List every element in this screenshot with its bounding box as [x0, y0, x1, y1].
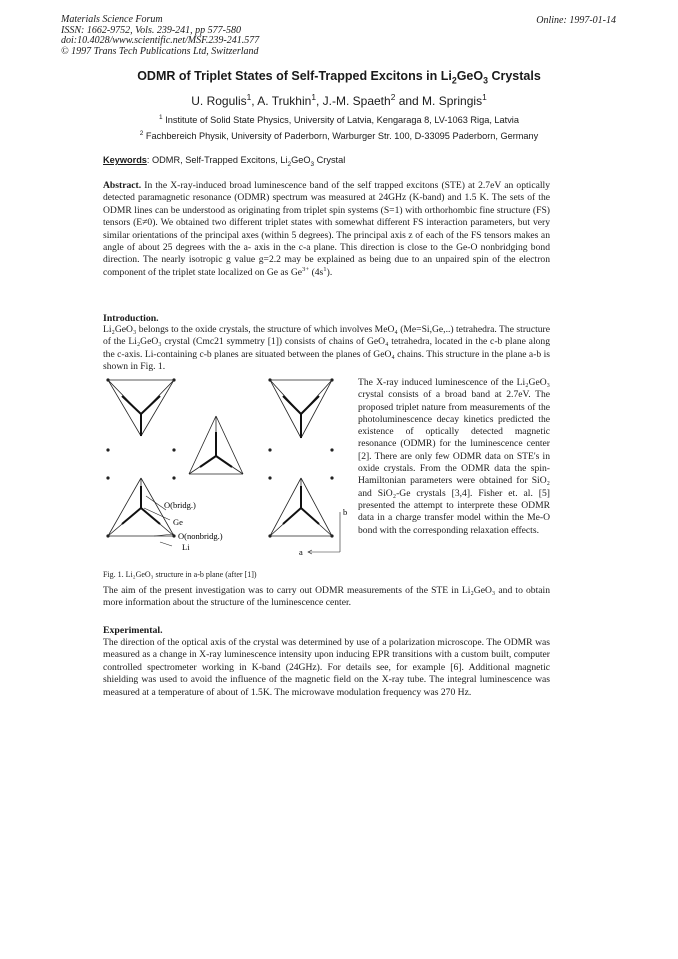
affiliation-1: $^1$ Institute of Solid State Physics, University of Latvia, Kengaraga 8, LV-1063 Riga, Latvia [159, 113, 519, 125]
label-obridg: O(bridg.) [164, 500, 196, 510]
keywords: Keywords: ODMR, Self-Trapped Excitons, $Li_2GeO_3$ Crystal [103, 155, 346, 168]
author-list: U. Rogulis$^1$, A. Trukhin$^1$, J.-M. Spaeth$^2$ and M. Springis$^1$ [191, 92, 487, 108]
journal-header [61, 15, 259, 57]
journal-name: Materials Science Forum [61, 14, 163, 25]
axis-b-label: b [343, 507, 348, 517]
introduction-right-column: The X-ray induced luminescence of the Li₂GeO₃ crystal consists of a broad band at 2.7eV. The proposed triplet nature from measurements of the photoluminescence decay kinetics predicted the existence of optically detected magnetic resonance (ODMR) for the luminescence center [2]. There are only few ODMR data on STE's in oxide crystals. From the ODMR data the spin-Hamiltonian parameters were obtained for SiO₂ and SiO₂-Ge crystals [3,4]. Fisher et. al. [5] presented the attempt to interprete these ODMR data in a charge transfer model within the Me-O bond with the corresponding relaxation effects. [358, 377, 550, 536]
experimental-paragraph: The direction of the optical axis of the crystal was determined by use of a polarization microscope. The ODMR was measured as a change in X-ray luminescence intensity upon inducing EPR transitions with a custom built, computer controlled spectrometer working in K-band (24GHz). For details see, for example [6]. Additional magnetic shielding was used to avoid the influence of the magnetic field on the X-ray tube. The integral luminescence was measured at a temperature of about of 1.5K. The microwave modulation frequency was 270 Hz. [103, 637, 550, 698]
issn-line: ISSN: 1662-9752, Vols. 239-241, pp 577-580 [61, 24, 241, 36]
introduction-paragraph: Li₂GeO₃ belongs to the oxide crystals, the structure of which involves MeO₄ (Me=Si,Ge,..) tetrahedra. The structure of the Li₂GeO₃ crystal (Cmc21 symmetry [1]) consists of chains of GeO₄ tetrahedra, located in the c-b plane along the c-axis. Li-containing c-b planes are situated between the planes of GeO₄ chains. This structure in the plane a-b is shown in Fig. 1. [103, 324, 550, 373]
axis-a-label: a [299, 547, 303, 557]
online-date: Online: 1997-01-14 [536, 15, 616, 26]
affiliation-2: $^2$ Fachbereich Physik, University of Paderborn, Warburger Str. 100, D-33095 Paderborn, Germany [139, 129, 539, 141]
doi-line: doi:10.4028/www.scientific.net/MSF.239-241.577 [61, 35, 260, 46]
label-ge: Ge [173, 517, 183, 527]
introduction-heading: Introduction. [103, 313, 159, 324]
figure-caption: Fig. 1. Li₂GeO₃ structure in a-b plane (after [1]) [103, 570, 257, 579]
label-li: Li [182, 542, 190, 552]
copyright-line: © 1997 Trans Tech Publications Ltd, Switzerland [61, 45, 259, 57]
label-ononbridg: O(nonbridg.) [178, 531, 223, 541]
structure-figure [100, 374, 356, 584]
experimental-heading: Experimental. [103, 625, 163, 636]
paper-title: ODMR of Triplet States of Self-Trapped Excitons in $Li_2GeO_3$ Crystals [137, 69, 541, 86]
abstract: Abstract. In the X-ray-induced broad luminescence band of the self trapped excitons (STE) at 2.7eV an optically detected paramagnetic resonance (ODMR) spectrum was measured at 24GHz (K-band) and 1.5 K. The sets of the ODMR lines can be understood as originating from triplet spin systems (S=1) with orthorhombic fine structure (FS) tensors (E≠0). We obtained two different triplet states with somewhat different FS interaction parameters, but very similar orientations of the principal axes (within 5 degrees). The principal axis z of each of the FS tensors makes an angle of about 25 degrees with the a- axis in the c-a plane. This direction is close to the Ge-O nonbridging bond direction. The nearly isotropic g value g=2.2 may be explained as being due to an unpaired spin of the electron component of the triplet state localized on Ge as $Ge^{3+}$ $(4s^1)$. [103, 180, 550, 278]
aim-paragraph: The aim of the present investigation was to carry out ODMR measurements of the STE in Li₂GeO₃ and to obtain more information about the structure of the luminescence center. [103, 585, 550, 609]
